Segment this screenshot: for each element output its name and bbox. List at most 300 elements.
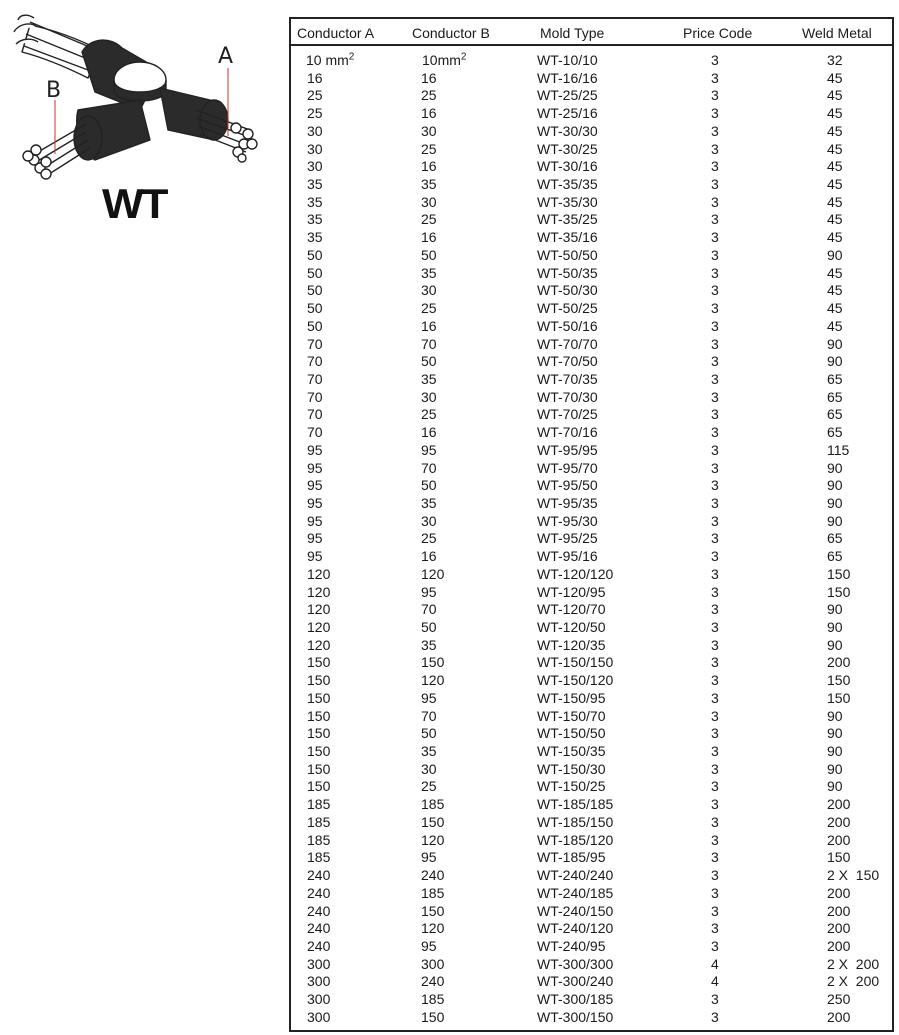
cell-conductor-b: 16 xyxy=(421,548,437,565)
cell-weld-metal: 200 xyxy=(827,920,851,937)
cell-price-code: 3 xyxy=(711,796,719,813)
cell-conductor-a: 30 xyxy=(307,158,323,175)
cell-price-code: 3 xyxy=(711,140,719,157)
cell-conductor-b: 95 xyxy=(421,689,437,706)
cell-weld-metal: 45 xyxy=(827,211,843,228)
table-row xyxy=(291,229,892,247)
cell-conductor-b: 25 xyxy=(421,140,437,157)
cell-conductor-b: 35 xyxy=(421,264,437,281)
cell-weld-metal: 250 xyxy=(827,991,851,1008)
cell-conductor-a: 95 xyxy=(307,477,323,494)
t-joint-drawing xyxy=(0,0,280,180)
cell-conductor-b: 95 xyxy=(421,849,437,866)
cell-conductor-b: 150 xyxy=(421,1008,445,1025)
cell-conductor-a: 50 xyxy=(307,300,323,317)
cell-mold-type: WT-300/185 xyxy=(537,991,614,1008)
table-row xyxy=(291,460,892,478)
table-row xyxy=(291,87,892,105)
cell-mold-type: WT-35/35 xyxy=(537,176,598,193)
cell-conductor-a: 120 xyxy=(307,636,331,653)
cell-mold-type: WT-185/120 xyxy=(537,831,614,848)
cell-price-code: 3 xyxy=(711,264,719,281)
cell-conductor-a: 150 xyxy=(307,743,331,760)
cell-conductor-b: 16 xyxy=(421,105,437,122)
table-row xyxy=(291,318,892,336)
table-row xyxy=(291,778,892,796)
cell-weld-metal: 90 xyxy=(827,778,843,795)
table-row xyxy=(291,654,892,672)
cell-conductor-a: 240 xyxy=(307,902,331,919)
table-row xyxy=(291,123,892,141)
table-row xyxy=(291,70,892,88)
table-row xyxy=(291,548,892,566)
cell-conductor-b: 35 xyxy=(421,176,437,193)
cell-weld-metal: 45 xyxy=(827,264,843,281)
cell-weld-metal: 90 xyxy=(827,725,843,742)
cell-price-code: 3 xyxy=(711,937,719,954)
cell-mold-type: WT-95/16 xyxy=(537,548,598,565)
table-row xyxy=(291,105,892,123)
cell-conductor-b: 240 xyxy=(421,867,445,884)
cell-conductor-a: 185 xyxy=(307,796,331,813)
cell-price-code: 3 xyxy=(711,193,719,210)
cell-weld-metal: 200 xyxy=(827,937,851,954)
header-price-code: Price Code xyxy=(683,25,753,41)
cell-conductor-b: 25 xyxy=(421,87,437,104)
table-row xyxy=(291,300,892,318)
cell-conductor-b: 25 xyxy=(421,406,437,423)
cell-mold-type: WT-150/95 xyxy=(537,689,606,706)
cell-conductor-b: 50 xyxy=(421,619,437,635)
cell-mold-type: WT-150/120 xyxy=(537,672,614,689)
cell-weld-metal: 150 xyxy=(827,583,851,600)
cell-mold-type: WT-50/30 xyxy=(537,282,598,299)
table-header xyxy=(291,19,892,46)
cell-mold-type: WT-50/25 xyxy=(537,300,598,317)
cell-conductor-b: 50 xyxy=(421,477,437,494)
cell-weld-metal: 200 xyxy=(827,884,851,901)
cell-conductor-a: 240 xyxy=(307,867,331,884)
table-row xyxy=(291,424,892,442)
cell-price-code: 3 xyxy=(711,246,719,263)
cell-conductor-a: 35 xyxy=(307,229,323,246)
table-row xyxy=(291,796,892,814)
cell-conductor-b: 240 xyxy=(421,973,445,990)
cell-mold-type: WT-240/185 xyxy=(537,884,614,901)
cell-conductor-b: 30 xyxy=(421,282,437,299)
cell-conductor-b: 16 xyxy=(421,158,437,175)
cell-conductor-b: 185 xyxy=(421,991,445,1008)
cell-price-code: 3 xyxy=(711,565,719,582)
cell-price-code: 3 xyxy=(711,920,719,937)
cell-weld-metal: 45 xyxy=(827,317,843,334)
cell-mold-type: WT-70/16 xyxy=(537,424,598,441)
cell-weld-metal: 90 xyxy=(827,335,843,352)
table-row xyxy=(291,1009,892,1027)
cell-conductor-b: 25 xyxy=(421,530,437,547)
cell-mold-type: WT-150/50 xyxy=(537,725,606,742)
cell-conductor-a: 120 xyxy=(307,619,331,635)
cell-conductor-b: 16 xyxy=(421,69,437,86)
cell-price-code: 3 xyxy=(711,530,719,547)
cell-conductor-b: 70 xyxy=(421,459,437,476)
cell-mold-type: WT-185/95 xyxy=(537,849,606,866)
product-title: WT xyxy=(102,180,167,227)
cell-weld-metal: 45 xyxy=(827,105,843,122)
cell-weld-metal: 45 xyxy=(827,193,843,210)
cell-mold-type: WT-150/150 xyxy=(537,654,614,671)
cell-conductor-a: 95 xyxy=(307,530,323,547)
cell-weld-metal: 200 xyxy=(827,831,851,848)
cell-weld-metal: 150 xyxy=(827,849,851,866)
cell-conductor-b: 150 xyxy=(421,654,445,671)
cell-mold-type: WT-240/240 xyxy=(537,867,614,884)
table-row xyxy=(291,477,892,495)
cell-conductor-b: 35 xyxy=(421,636,437,653)
cell-price-code: 3 xyxy=(711,300,719,317)
table-row xyxy=(291,885,892,903)
table-row xyxy=(291,211,892,229)
table-row xyxy=(291,141,892,159)
cell-weld-metal: 65 xyxy=(827,530,843,547)
cell-price-code: 3 xyxy=(711,831,719,848)
cell-conductor-b: 120 xyxy=(421,565,445,582)
cell-conductor-a: 150 xyxy=(307,778,331,795)
cell-conductor-a: 120 xyxy=(307,601,331,618)
cell-weld-metal: 90 xyxy=(827,743,843,760)
cell-price-code: 3 xyxy=(711,388,719,405)
cell-conductor-b: 95 xyxy=(421,937,437,954)
table-row xyxy=(291,265,892,283)
cell-mold-type: WT-35/30 xyxy=(537,193,598,210)
cell-mold-type: WT-25/16 xyxy=(537,105,598,122)
cell-price-code: 3 xyxy=(711,689,719,706)
cell-conductor-a: 70 xyxy=(307,406,323,423)
cell-conductor-b: 16 xyxy=(421,317,437,334)
cell-conductor-b: 35 xyxy=(421,370,437,387)
table-row xyxy=(291,353,892,371)
cell-conductor-b: 16 xyxy=(421,424,437,441)
table-row xyxy=(291,920,892,938)
cell-conductor-b: 50 xyxy=(421,725,437,742)
cell-conductor-a: 70 xyxy=(307,335,323,352)
cell-conductor-b: 300 xyxy=(421,955,445,972)
cell-price-code: 3 xyxy=(711,69,719,86)
cell-price-code: 3 xyxy=(711,991,719,1008)
cell-price-code: 3 xyxy=(711,335,719,352)
cell-conductor-b: 120 xyxy=(421,920,445,937)
cell-weld-metal: 65 xyxy=(827,548,843,565)
cell-weld-metal: 200 xyxy=(827,654,851,671)
table-row xyxy=(291,849,892,867)
header-conductor-b: Conductor B xyxy=(412,25,490,41)
table-row xyxy=(291,708,892,726)
wt-connection-illustration xyxy=(0,0,280,240)
cell-price-code: 3 xyxy=(711,867,719,884)
table-row xyxy=(291,672,892,690)
cell-conductor-b: 70 xyxy=(421,707,437,724)
cell-price-code: 3 xyxy=(711,176,719,193)
table-row xyxy=(291,637,892,655)
cell-conductor-b: 30 xyxy=(421,388,437,405)
cell-mold-type: WT-10/10 xyxy=(537,52,598,68)
cell-mold-type: WT-95/95 xyxy=(537,441,598,458)
cell-weld-metal: 90 xyxy=(827,601,843,618)
cell-conductor-a: 95 xyxy=(307,512,323,529)
cell-mold-type: WT-240/95 xyxy=(537,937,606,954)
cell-conductor-a: 300 xyxy=(307,973,331,990)
cell-conductor-b: $10mm^2$ xyxy=(422,51,467,68)
cell-weld-metal: 150 xyxy=(827,689,851,706)
table-row xyxy=(291,601,892,619)
cell-mold-type: WT-70/50 xyxy=(537,353,598,370)
table-row xyxy=(291,619,892,637)
cell-mold-type: WT-70/25 xyxy=(537,406,598,423)
cell-mold-type: WT-30/25 xyxy=(537,140,598,157)
table-row xyxy=(291,832,892,850)
table-body xyxy=(291,46,892,1027)
cell-conductor-b: 30 xyxy=(421,760,437,777)
cell-mold-type: WT-95/25 xyxy=(537,530,598,547)
cell-price-code: 3 xyxy=(711,406,719,423)
cell-weld-metal: 32 xyxy=(827,52,843,68)
cell-price-code: 3 xyxy=(711,494,719,511)
cell-conductor-a: 50 xyxy=(307,246,323,263)
cell-weld-metal: 90 xyxy=(827,353,843,370)
cell-conductor-a: 300 xyxy=(307,1008,331,1025)
cell-conductor-b: 30 xyxy=(421,512,437,529)
cell-conductor-a: 70 xyxy=(307,353,323,370)
conductor-a-label: A xyxy=(218,44,234,69)
cell-weld-metal: 65 xyxy=(827,424,843,441)
cell-mold-type: WT-95/30 xyxy=(537,512,598,529)
cell-weld-metal: 65 xyxy=(827,388,843,405)
cell-mold-type: WT-150/35 xyxy=(537,743,606,760)
cell-price-code: 3 xyxy=(711,760,719,777)
table-row xyxy=(291,389,892,407)
cell-price-code: 3 xyxy=(711,884,719,901)
cell-conductor-a: 35 xyxy=(307,211,323,228)
cell-weld-metal: 200 xyxy=(827,902,851,919)
cell-weld-metal: 150 xyxy=(827,672,851,689)
cell-price-code: 3 xyxy=(711,282,719,299)
cell-price-code: 3 xyxy=(711,477,719,494)
cell-price-code: 3 xyxy=(711,229,719,246)
cell-mold-type: WT-70/35 xyxy=(537,370,598,387)
cell-mold-type: WT-95/35 xyxy=(537,494,598,511)
cell-mold-type: WT-185/150 xyxy=(537,813,614,830)
cell-conductor-b: 50 xyxy=(421,246,437,263)
cell-conductor-a: 300 xyxy=(307,991,331,1008)
cell-price-code: 3 xyxy=(711,1008,719,1025)
cell-conductor-b: 150 xyxy=(421,813,445,830)
cell-price-code: 3 xyxy=(711,52,719,68)
conductor-b-label: B xyxy=(46,78,62,103)
cell-mold-type: WT-35/16 xyxy=(537,229,598,246)
cell-price-code: 3 xyxy=(711,601,719,618)
cell-conductor-a: 185 xyxy=(307,831,331,848)
cell-price-code: 3 xyxy=(711,158,719,175)
cell-price-code: 3 xyxy=(711,441,719,458)
cell-conductor-b: 35 xyxy=(421,743,437,760)
cell-weld-metal: 45 xyxy=(827,69,843,86)
cell-conductor-a: 35 xyxy=(307,193,323,210)
cell-price-code: 3 xyxy=(711,654,719,671)
cell-mold-type: WT-120/95 xyxy=(537,583,606,600)
cell-conductor-a: 150 xyxy=(307,760,331,777)
table-row xyxy=(291,584,892,602)
cell-price-code: 3 xyxy=(711,317,719,334)
cell-weld-metal: 65 xyxy=(827,370,843,387)
cell-conductor-a: 25 xyxy=(307,87,323,104)
cell-price-code: 3 xyxy=(711,122,719,139)
cell-conductor-a: 50 xyxy=(307,264,323,281)
cell-mold-type: WT-25/25 xyxy=(537,87,598,104)
cell-conductor-a: 240 xyxy=(307,937,331,954)
cell-mold-type: WT-150/25 xyxy=(537,778,606,795)
cell-conductor-a: 240 xyxy=(307,920,331,937)
cell-mold-type: WT-30/16 xyxy=(537,158,598,175)
table-row xyxy=(291,991,892,1009)
cell-mold-type: WT-50/16 xyxy=(537,317,598,334)
cell-weld-metal: 90 xyxy=(827,512,843,529)
table-row xyxy=(291,442,892,460)
cell-conductor-a: 70 xyxy=(307,424,323,441)
table-row xyxy=(291,513,892,531)
mold-table xyxy=(289,17,894,1032)
table-row xyxy=(291,973,892,991)
table-row xyxy=(291,495,892,513)
cell-conductor-a: 35 xyxy=(307,176,323,193)
cell-conductor-a: 95 xyxy=(307,441,323,458)
cell-weld-metal: 200 xyxy=(827,1008,851,1025)
cell-weld-metal: 45 xyxy=(827,140,843,157)
cell-price-code: 3 xyxy=(711,353,719,370)
cell-price-code: 3 xyxy=(711,813,719,830)
cell-weld-metal: 90 xyxy=(827,707,843,724)
cell-weld-metal: 115 xyxy=(827,441,850,458)
cell-price-code: 3 xyxy=(711,636,719,653)
cell-mold-type: WT-300/300 xyxy=(537,955,614,972)
cell-conductor-b: 120 xyxy=(421,672,445,689)
cell-conductor-a: 70 xyxy=(307,388,323,405)
cell-mold-type: WT-185/185 xyxy=(537,796,614,813)
table-row xyxy=(291,282,892,300)
cell-conductor-a: 150 xyxy=(307,689,331,706)
cell-mold-type: WT-300/240 xyxy=(537,973,614,990)
table-row xyxy=(291,903,892,921)
cell-mold-type: WT-120/35 xyxy=(537,636,606,653)
cell-mold-type: WT-150/70 xyxy=(537,707,606,724)
cell-conductor-b: 185 xyxy=(421,796,445,813)
table-row xyxy=(291,956,892,974)
cell-conductor-a: 150 xyxy=(307,672,331,689)
cell-price-code: 3 xyxy=(711,424,719,441)
cell-weld-metal: 45 xyxy=(827,176,843,193)
cell-conductor-a: 120 xyxy=(307,583,331,600)
cell-mold-type: WT-120/70 xyxy=(537,601,606,618)
cell-weld-metal: 150 xyxy=(827,565,851,582)
cell-weld-metal: 65 xyxy=(827,406,843,423)
cell-conductor-a: 240 xyxy=(307,884,331,901)
cell-weld-metal: 90 xyxy=(827,477,843,494)
cell-mold-type: WT-16/16 xyxy=(537,69,598,86)
cell-conductor-b: 95 xyxy=(421,583,437,600)
table-row xyxy=(291,158,892,176)
cell-mold-type: WT-240/150 xyxy=(537,902,614,919)
cell-price-code: 3 xyxy=(711,619,719,635)
table-row xyxy=(291,371,892,389)
table-row xyxy=(291,336,892,354)
cell-conductor-a: 95 xyxy=(307,494,323,511)
table-row xyxy=(291,194,892,212)
table-row xyxy=(291,814,892,832)
table-row xyxy=(291,52,892,70)
cell-mold-type: WT-70/30 xyxy=(537,388,598,405)
cell-mold-type: WT-240/120 xyxy=(537,920,614,937)
cell-mold-type: WT-30/30 xyxy=(537,122,598,139)
table-row xyxy=(291,867,892,885)
cell-conductor-a: 10 $mm^2$ xyxy=(306,51,355,68)
cell-weld-metal: 200 xyxy=(827,813,851,830)
cell-conductor-b: 150 xyxy=(421,902,445,919)
cell-price-code: 3 xyxy=(711,548,719,565)
cell-price-code: 3 xyxy=(711,105,719,122)
cell-conductor-b: 30 xyxy=(421,193,437,210)
header-conductor-a: Conductor A xyxy=(297,25,375,41)
cell-weld-metal: 90 xyxy=(827,494,843,511)
table-row xyxy=(291,725,892,743)
cell-conductor-b: 50 xyxy=(421,353,437,370)
cell-weld-metal: 45 xyxy=(827,158,843,175)
cell-price-code: 4 xyxy=(711,973,719,990)
cell-weld-metal: 45 xyxy=(827,122,843,139)
cell-conductor-a: 150 xyxy=(307,654,331,671)
cell-conductor-a: 185 xyxy=(307,849,331,866)
table-row xyxy=(291,743,892,761)
cell-conductor-b: 95 xyxy=(421,441,437,458)
cell-mold-type: WT-70/70 xyxy=(537,335,598,352)
cell-mold-type: WT-120/50 xyxy=(537,619,606,635)
cell-price-code: 3 xyxy=(711,849,719,866)
cell-conductor-a: 150 xyxy=(307,725,331,742)
cell-mold-type: WT-50/50 xyxy=(537,246,598,263)
table-row xyxy=(291,566,892,584)
cell-conductor-b: 25 xyxy=(421,778,437,795)
cell-conductor-b: 120 xyxy=(421,831,445,848)
cell-price-code: 3 xyxy=(711,211,719,228)
table-row xyxy=(291,938,892,956)
cell-mold-type: WT-95/70 xyxy=(537,459,598,476)
cell-conductor-b: 70 xyxy=(421,601,437,618)
cell-weld-metal: 200 xyxy=(827,796,851,813)
header-mold-type: Mold Type xyxy=(540,25,605,41)
cell-mold-type: WT-95/50 xyxy=(537,477,598,494)
cell-mold-type: WT-120/120 xyxy=(537,565,614,582)
cell-conductor-a: 120 xyxy=(307,565,331,582)
cell-weld-metal: 45 xyxy=(827,282,843,299)
cell-conductor-a: 25 xyxy=(307,105,323,122)
cell-weld-metal: 45 xyxy=(827,87,843,104)
cell-mold-type: WT-150/30 xyxy=(537,760,606,777)
cell-conductor-a: 95 xyxy=(307,459,323,476)
cell-weld-metal: 90 xyxy=(827,246,843,263)
cell-conductor-b: 35 xyxy=(421,494,437,511)
cell-price-code: 3 xyxy=(711,370,719,387)
table-row xyxy=(291,406,892,424)
cell-conductor-a: 95 xyxy=(307,548,323,565)
cell-price-code: 3 xyxy=(711,583,719,600)
